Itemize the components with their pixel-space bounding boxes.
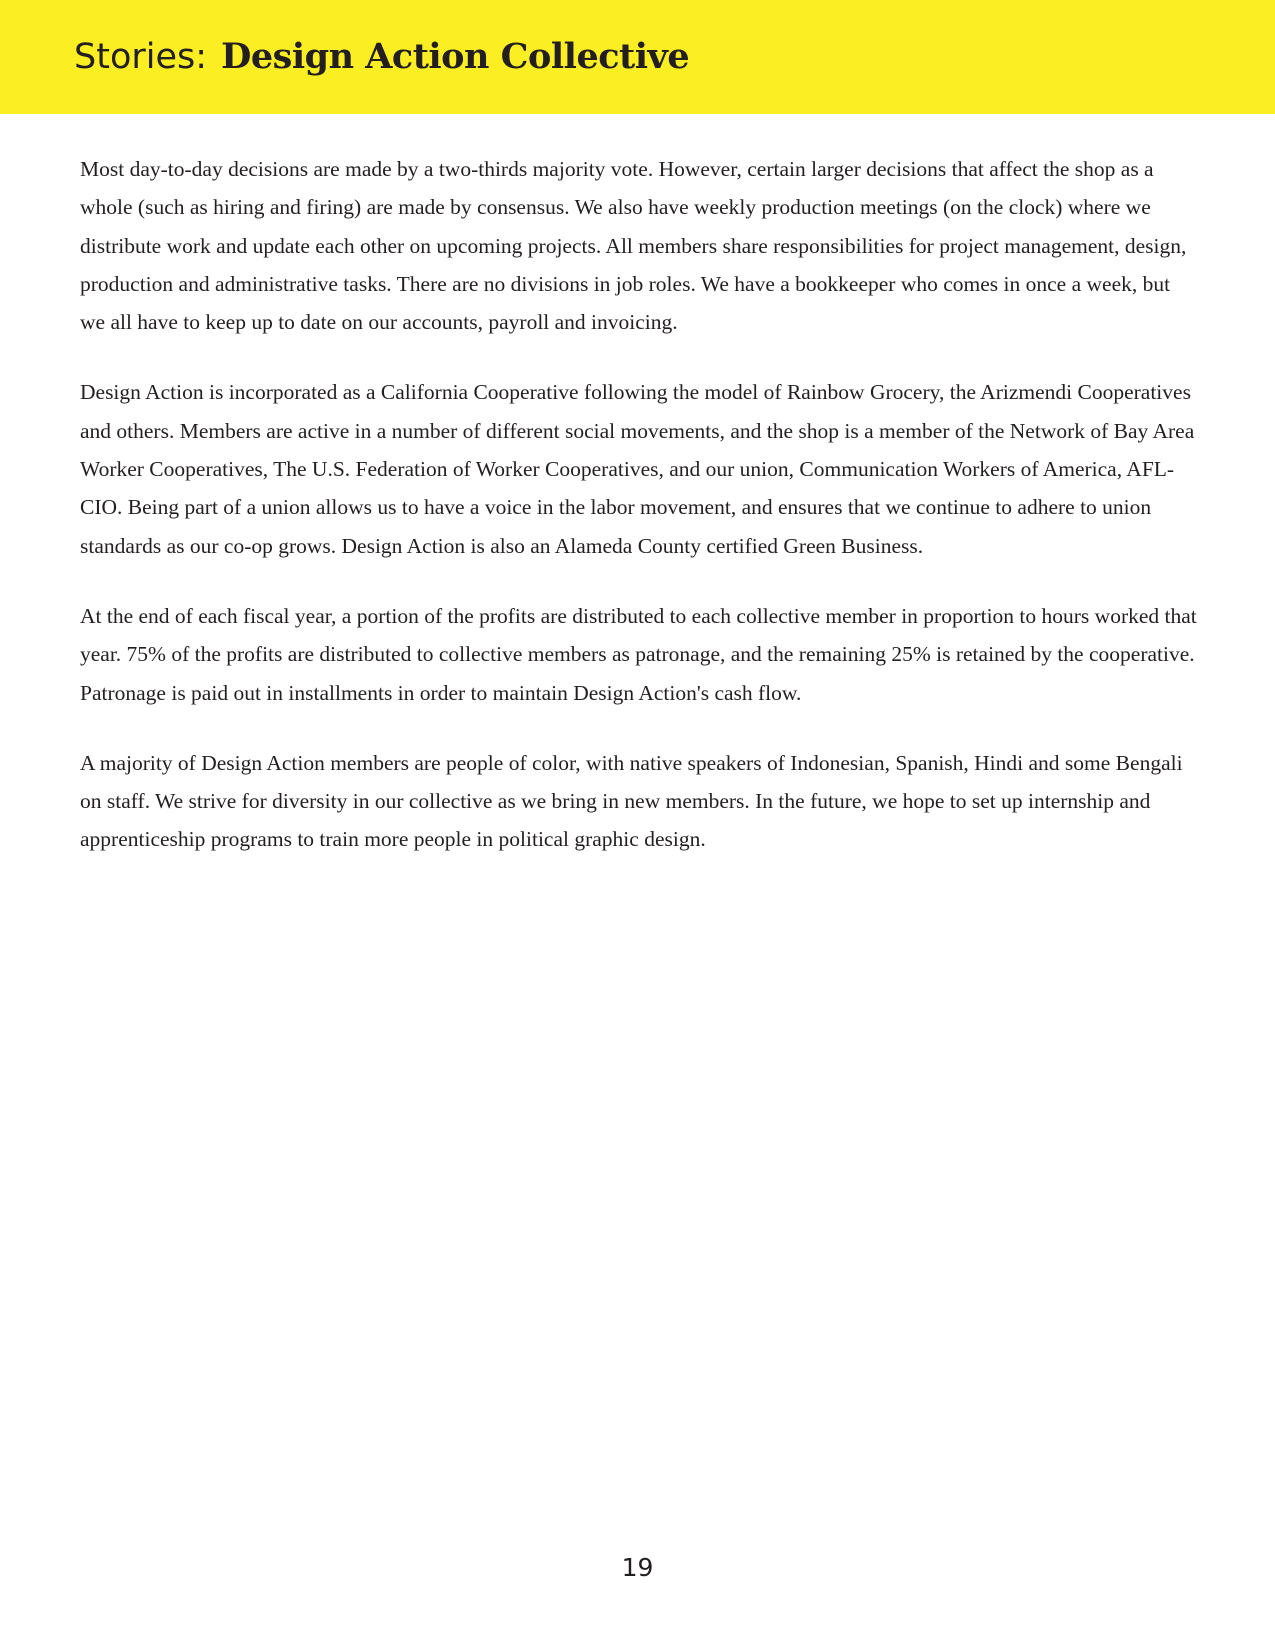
paragraph-diversity: A majority of Design Action members are people of color, with native speakers of Indonesian, Spanish, Hindi and some Bengali on staff. We strive for diversity in our collective as we bring in new members. In the future, we hope to set up internship and apprenticeship programs to train more people in political graphic design. <box>80 750 1183 852</box>
page-title <box>74 34 689 80</box>
page-number: 19 <box>621 1553 654 1582</box>
section-label: Stories: <box>74 37 208 77</box>
paragraph-incorporation: Design Action is incorporated as a California Cooperative following the model of Rainbow Grocery, the Arizmendi Cooperatives and others. Members are active in a number of different social movements, and the shop is a member of the Network of Bay Area Worker Cooperatives, The U.S. Federation of Worker Cooperatives, and our union, Communication Workers of America, AFL-CIO. Being part of a union allows us to have a voice in the labor movement, and ensures that we continue to adhere to union standards as our co-op grows. Design Action is also an Alameda County certified Green Business. <box>80 380 1195 558</box>
paragraph-profit-distribution: At the end of each fiscal year, a portion of the profits are distributed to each collective member in proportion to hours worked that year. 75% of the profits are distributed to collective members as patronage, and the remaining 25% is retained by the cooperative. Patronage is paid out in installments in order to maintain Design Action's cash flow. <box>80 603 1197 705</box>
article-body <box>80 150 1200 891</box>
paragraph-decision-making: Most day-to-day decisions are made by a two-thirds majority vote. However, certain larger decisions that affect the shop as a whole (such as hiring and firing) are made by consensus. We also have weekly production meetings (on the clock) where we distribute work and update each other on upcoming projects. All members share responsibilities for project management, design, production and administrative tasks. There are no divisions in job roles. We have a bookkeeper who comes in once a week, but we all have to keep up to date on our accounts, payroll and invoicing. <box>80 157 1187 335</box>
story-title: Design Action Collective <box>221 36 690 77</box>
header-band <box>0 0 1275 114</box>
